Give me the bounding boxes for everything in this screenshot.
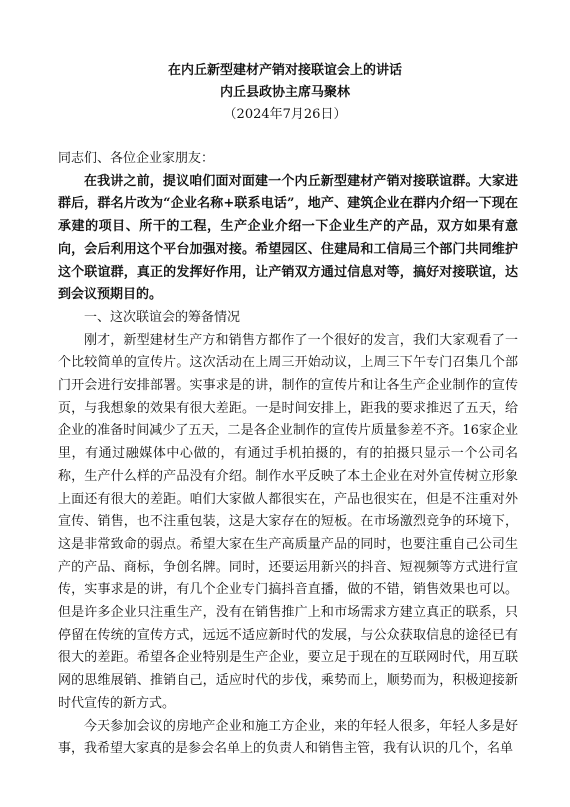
- speech-body: [58, 148, 518, 761]
- section-heading: 一、这次联谊会的筹备情况: [84, 309, 241, 325]
- speaker-line: 内丘县政协主席马聚林: [219, 85, 350, 100]
- body-paragraph-continued: 今天参加会议的房地产企业和施工方企业，来的年轻人很多，年轻人多是好事，我希望大家真的是参会名单上的负责人和销售主管，我有认识的几个，名单: [58, 718, 518, 757]
- date-line: （2024年7月26日）: [223, 107, 347, 122]
- intro-paragraph: 在我讲之前，提议咱们面对面建一个内丘新型建材产销对接联谊群。大家进群后，群名片改为“企业名称+联系电话”，地产、建筑企业在群内介绍一下现在承建的项目、所干的工程，生产企业介绍一下企业生产的产品，双方如果有意向，会后利用这个平台加强对接。希望园区、住建局和工信局三个部门共同维护这个联谊群，真正的发挥好作用，让产销双方通过信息对等，搞好对接联谊，达到会议预期目的。: [58, 173, 518, 303]
- salutation: 同志们、各位企业家朋友：: [58, 151, 215, 166]
- body-paragraph: 刚才，新型建材生产方和销售方都作了一个很好的发言，我们大家观看了一个比较简单的宣传片。这次活动在上周三开始动议，上周三下午专门召集几个部门开会进行安排部署。实事求是的讲，制作的宣传片和让各生产企业制作的宣传页，与我想象的效果有很大差距。一是时间安排上，距我的要求推迟了五天，给企业的准备时间减少了五天，二是各企业制作的宣传片质量参差不齐。16家企业里，有通过融媒体中心做的，有通过手机拍摄的，有的拍摄只显示一个公司名称，生产什么样的产品没有介绍。制作水平反映了本土企业在对外宣传树立形象上面还有很大的差距。咱们大家做人都很实在，产品也很实在，但是不注重对外宣传、销售，也不注重包装，这是大家存在的短板。在市场激烈竞争的环境下，这是非常致命的弱点。希望大家在生产高质量产品的同时，也要注重自己公司生产的产品、商标，争创名牌。同时，还要运用新兴的抖音、短视频等方式进行宣传，实事求是的讲，有几个企业专门搞抖音直播，做的不错，销售效果也可以。但是许多企业只注重生产，没有在销售推广上和市场需求方建立真正的联系，只停留在传统的宣传方式，远远不适应新时代的发展，与公众获取信息的途径已有很大的差距。希望各企业特别是生产企业，要立足于现在的互联网时代，用互联网的思维展销、推销自己，适应时代的步伐，乘势而上，顺势而为，积极迎接新时代宣传的新方式。: [58, 332, 518, 711]
- title-block: [0, 60, 570, 126]
- document-title: 在内丘新型建材产销对接联谊会上的讲话: [167, 63, 402, 78]
